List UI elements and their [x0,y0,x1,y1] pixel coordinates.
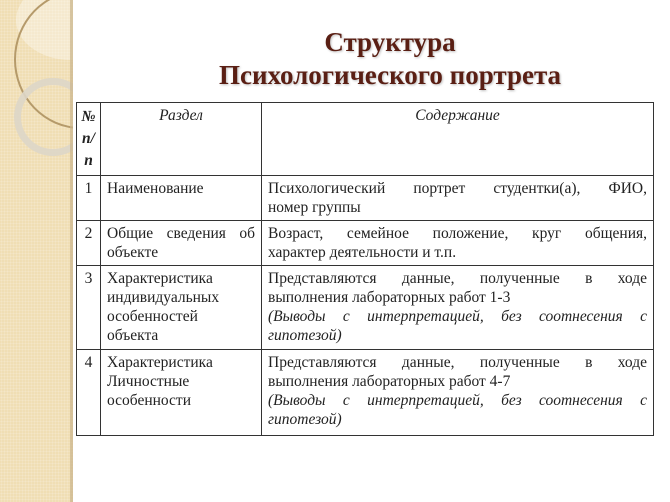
header-number [77,103,101,176]
content-line: характер деятельности и т.п. [268,244,457,261]
section-line: особенности [107,392,192,409]
header-content: Содержание [262,103,654,176]
portrait-structure-table [76,102,654,436]
section-line: особенностей [107,308,198,325]
section-line: Характеристика [107,270,213,287]
content-note: гипотезой) [268,327,342,344]
row-number: 2 [77,221,101,266]
content-line: Представляются данные, полученные в ходе [268,270,647,287]
content-line: выполнения лабораторных работ 1-3 [268,289,511,306]
row-number: 3 [77,266,101,350]
section-line: индивидуальных [107,289,220,306]
row-section [101,350,262,436]
row-content [262,221,654,266]
content-line: Возраст, семейное положение, круг общения, [268,225,647,242]
decorative-rings [0,0,73,200]
table-header-row [77,103,654,176]
table-row [77,176,654,221]
table-row [77,350,654,436]
table-row [77,266,654,350]
content-note: гипотезой) [268,411,342,428]
row-content [262,350,654,436]
title-line-1: Структура [324,27,456,57]
row-content [262,176,654,221]
slide-title [180,26,600,92]
header-number-line: п/ [82,130,95,147]
header-number-line: п [84,152,93,169]
table-row [77,221,654,266]
row-section [101,266,262,350]
section-line: объекте [107,244,159,261]
sidebar-edge-divider [70,0,73,502]
content-line: Психологический портрет студентки(а), ФИО, [268,180,647,197]
row-section [101,221,262,266]
row-number: 1 [77,176,101,221]
row-content [262,266,654,350]
section-line: Общие сведения об [107,225,255,242]
section-line: объекта [107,327,159,344]
content-line: выполнения лабораторных работ 4-7 [268,373,511,390]
content-line: Представляются данные, полученные в ходе [268,354,647,371]
header-section: Раздел [101,103,262,176]
header-number-line: № [81,108,96,125]
content-note: (Выводы с интерпретацией, без соотнесения с [268,392,647,409]
row-section: Наименование [101,176,262,221]
section-line: Личностные [107,373,190,390]
content-note: (Выводы с интерпретацией, без соотнесения с [268,308,647,325]
row-number: 4 [77,350,101,436]
title-line-2: Психологического портрета [218,60,562,90]
section-line: Характеристика [107,354,213,371]
content-line: номер группы [268,199,361,216]
